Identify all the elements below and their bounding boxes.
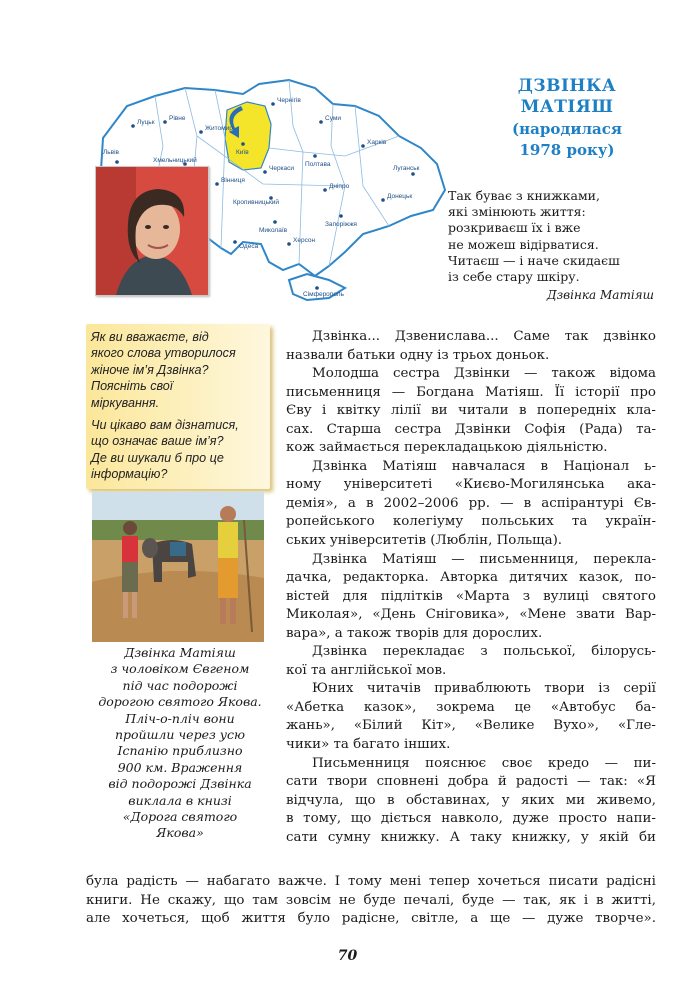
body-line: чики» та багато інших. — [286, 737, 451, 753]
body-line — [286, 606, 656, 625]
word: — — [185, 874, 199, 889]
word: Її — [554, 384, 565, 400]
word: яких — [520, 792, 555, 808]
word: історії — [575, 384, 620, 400]
word: буде — [462, 892, 495, 908]
word: Націонал — [563, 458, 630, 474]
word: перекладає — [382, 644, 465, 660]
word: твори — [544, 681, 585, 697]
photo-caption — [88, 645, 272, 842]
word: діється — [380, 811, 432, 827]
word: «Марта — [455, 588, 510, 604]
word: живемо, — [596, 792, 656, 808]
word: Дзвінка — [312, 644, 368, 660]
map-city-label: Черкаси — [269, 165, 295, 172]
word: приваблюють — [434, 681, 531, 697]
word: читали — [457, 403, 509, 419]
word: і — [583, 892, 589, 908]
word: з — [480, 644, 488, 660]
word: та — [571, 514, 588, 530]
map-city-label: Чернігів — [277, 97, 301, 104]
word: дуже — [512, 811, 549, 827]
word: таку — [470, 829, 502, 845]
word: Дзвінка... — [312, 329, 381, 344]
word: квітку — [336, 403, 381, 419]
body-line — [286, 717, 656, 736]
word: — — [524, 366, 538, 382]
travel-photo — [92, 492, 264, 642]
word: «Білий — [353, 718, 403, 734]
caption-line: Пліч-о-пліч вони — [125, 710, 235, 726]
body-line: вара», а також творів для дорослих. — [286, 625, 543, 641]
question-line: Чи цікаво вам дізнатися, — [91, 418, 239, 433]
word: «Я — [636, 774, 656, 790]
word: так: — [599, 774, 628, 790]
word: про — [630, 384, 656, 400]
map-city-label: Сімферополь — [303, 291, 344, 298]
word: — — [577, 774, 591, 790]
map-city-label: Рівне — [169, 115, 186, 122]
word: перекла- — [593, 551, 656, 567]
word: «Велике — [474, 718, 535, 734]
body-line — [286, 643, 656, 662]
word: звати — [575, 607, 616, 623]
word: серії — [623, 681, 656, 697]
word: там — [252, 892, 279, 908]
word: своє — [501, 755, 533, 771]
word: і — [322, 403, 327, 419]
word: сати — [286, 774, 318, 790]
word: підлітків — [380, 588, 443, 604]
body-line — [286, 773, 656, 792]
portrait-photo — [95, 166, 209, 296]
body-line — [86, 910, 656, 929]
body-line — [286, 792, 656, 811]
word: ь- — [644, 458, 656, 474]
word: сати — [286, 829, 318, 845]
word: пояснює — [425, 755, 487, 771]
word: скажу, — [167, 892, 217, 908]
word: би — [639, 829, 656, 845]
word: що — [355, 792, 376, 808]
map-city-label: Хмельницький — [153, 157, 197, 164]
map-city-label: Донецьк — [387, 193, 413, 200]
word: хочеться — [477, 874, 541, 889]
body-line — [286, 458, 656, 477]
word: та- — [636, 421, 656, 437]
body-line — [286, 829, 656, 848]
word: радісне, — [341, 911, 400, 927]
body-line — [286, 680, 656, 699]
word: так, — [523, 892, 552, 908]
biography-text — [286, 328, 656, 847]
word: 2002–2006 — [383, 495, 459, 511]
word: Дзвінка — [312, 458, 368, 474]
question-line: жіноче ім’я Дзвінка? — [91, 362, 209, 377]
caption-line: виклала в книзі — [128, 792, 232, 808]
map-city-label: Вінниця — [221, 177, 245, 184]
word: це — [514, 699, 532, 715]
word: ба- — [635, 699, 656, 715]
word: жань», — [286, 718, 335, 734]
word: тому — [347, 874, 382, 889]
body-line — [86, 892, 656, 911]
caption-line: 900 км. Враження — [117, 759, 243, 775]
word: відома — [609, 366, 656, 382]
word: Молодша — [312, 366, 380, 382]
biography-text-bottom — [86, 873, 656, 929]
word: твори — [326, 774, 368, 790]
word: вістей — [286, 588, 330, 604]
question-box — [86, 324, 270, 489]
word: А — [449, 829, 460, 845]
caption-line: «Дорога святого — [122, 809, 238, 825]
word: — — [604, 755, 619, 771]
map-city-label: Херсон — [293, 237, 316, 244]
word: університеті — [343, 477, 433, 493]
word: також — [551, 366, 596, 382]
word: лілії — [390, 403, 421, 419]
word: як — [559, 892, 576, 908]
word: у — [580, 829, 589, 845]
word: Дзвінка — [312, 551, 368, 567]
word: в — [386, 792, 395, 808]
author-born-line2: 1978 року) — [519, 141, 615, 159]
word: в — [518, 403, 527, 419]
word: дзвінко — [603, 329, 656, 344]
word: Дзвенислава... — [394, 329, 499, 344]
word: сах. — [286, 421, 314, 437]
word: «Абетка — [286, 699, 345, 715]
word: дитячих — [509, 570, 568, 586]
word: читачів — [366, 681, 421, 697]
caption-line: від подорожі Дзвінка — [108, 776, 252, 792]
map-city-label: Харків — [367, 139, 387, 146]
word: творче». — [595, 911, 656, 927]
body-line: ських університетів (Люблін, Польща). — [286, 533, 563, 549]
word: в — [523, 495, 532, 511]
word: ви — [431, 403, 448, 419]
word: Миколая», — [286, 607, 363, 623]
word: (Рада) — [579, 421, 623, 437]
word: хочеться, — [122, 911, 190, 927]
word: житті, — [611, 892, 656, 908]
word: а — [347, 495, 356, 511]
word: в — [286, 811, 294, 827]
word: — — [391, 384, 406, 400]
word: польської, — [503, 644, 576, 660]
word: польських — [481, 514, 554, 530]
word: Софія — [524, 421, 566, 437]
map-city-label: Запоріжжя — [325, 221, 357, 228]
map-city-label: Львів — [103, 149, 120, 156]
word: в — [365, 495, 374, 511]
body-line — [286, 421, 656, 440]
map-city-label: Миколаїв — [259, 227, 288, 234]
map-city-label: Луцьк — [137, 119, 155, 126]
question-1 — [91, 329, 264, 411]
word: книги. — [86, 892, 133, 908]
map-city-label: Дніпро — [329, 183, 350, 190]
word: просто — [558, 811, 608, 827]
word: демія», — [286, 495, 338, 511]
word: колегіуму — [392, 514, 464, 530]
word: «Гле- — [617, 718, 656, 734]
word: тому, — [303, 811, 342, 827]
word: в — [595, 892, 604, 908]
body-line — [286, 402, 656, 421]
word: буде — [363, 892, 396, 908]
author-born-line1: (народилася — [512, 120, 622, 138]
body-line — [86, 873, 656, 892]
word: навчалася — [451, 458, 526, 474]
word: — — [502, 892, 516, 908]
body-line — [286, 810, 656, 829]
body-line — [286, 513, 656, 532]
word: так — [564, 329, 589, 344]
epigraph-line: розкриваєш їх і вже — [448, 220, 581, 236]
word: сестра — [394, 421, 442, 437]
word: тепер — [429, 874, 470, 889]
body-line — [286, 495, 656, 514]
question-line: що означає ваше ім’я? — [91, 434, 224, 449]
word: але — [86, 911, 111, 927]
word: із — [598, 681, 610, 697]
word: по- — [634, 570, 656, 586]
word: Матіяш — [382, 458, 437, 474]
word: рр. — [468, 495, 490, 511]
word: писати — [548, 874, 599, 889]
body-line: кож займається перекладацькою діяльністю. — [286, 440, 608, 456]
word: Матіяш — [382, 551, 437, 567]
word: щоб — [201, 911, 230, 927]
word: — — [451, 551, 465, 567]
caption-line: з чоловіком Євгеном — [110, 661, 250, 677]
word: була — [86, 874, 119, 889]
map-city-label: Луганськ — [393, 165, 420, 172]
question-2 — [91, 417, 264, 483]
word: письменниця — [286, 384, 381, 400]
epigraph-line: Читаєш — і наче скидаєш — [448, 252, 620, 268]
word: вулиці — [543, 588, 589, 604]
word: україн- — [605, 514, 656, 530]
word: сумну — [327, 829, 371, 845]
word: попередніх — [536, 403, 617, 419]
caption-line: пройшли через усю — [114, 727, 246, 743]
word: у — [501, 792, 510, 808]
page-number: 70 — [337, 948, 358, 964]
word: «Мене — [519, 607, 566, 623]
body-line — [286, 384, 656, 403]
epigraph-line: не можеш відірватися. — [448, 236, 599, 252]
word: «День — [372, 607, 416, 623]
word: а — [470, 911, 479, 927]
word: редакторка. — [342, 570, 429, 586]
caption-line: Дзвінка Матіяш — [124, 645, 236, 660]
word: не — [338, 892, 356, 908]
word: Матіяш. — [485, 384, 544, 400]
word: І — [334, 874, 341, 889]
word: ще — [489, 911, 511, 927]
author-name-line2: МАТІЯШ — [520, 97, 614, 117]
travel-illustration — [92, 492, 264, 642]
word: сестра — [392, 366, 440, 382]
portrait-illustration — [96, 167, 208, 295]
word: важче. — [278, 874, 327, 889]
word: Вар- — [625, 607, 656, 623]
body-line — [286, 551, 656, 570]
word: Юних — [312, 681, 354, 697]
word: з — [522, 588, 531, 604]
word: ропейського — [286, 514, 375, 530]
body-line — [286, 699, 656, 718]
caption-line: Іспанію приблизно — [117, 743, 243, 759]
word: Вухо», — [553, 718, 600, 734]
body-line — [286, 755, 656, 774]
word: було — [297, 911, 331, 927]
word: казок», — [363, 699, 417, 715]
body-line — [286, 588, 656, 607]
map-city-label: Київ — [236, 149, 249, 156]
word: кла- — [626, 403, 656, 419]
word: набагато — [206, 874, 271, 889]
word: ному — [286, 477, 322, 493]
word: «Автобус — [550, 699, 616, 715]
question-line: Як ви вважаєте, від — [91, 330, 209, 344]
body-line — [286, 476, 656, 495]
word: якій — [598, 829, 629, 845]
word: добра — [447, 774, 489, 790]
word: Авторка — [439, 570, 499, 586]
map-city-label: Суми — [325, 115, 341, 122]
word: сповнені — [376, 774, 439, 790]
epigraph-line: Так буває з книжками, — [448, 188, 600, 203]
word: радість — [126, 874, 178, 889]
word: зовсім — [285, 892, 331, 908]
word: письменниця, — [479, 551, 579, 567]
author-name-line1: ДЗВІНКА — [517, 76, 617, 96]
map-city-label: Полтава — [305, 161, 331, 168]
word: світле, — [411, 911, 459, 927]
word: життя — [241, 911, 286, 927]
question-line: Поясніть свої — [91, 379, 173, 394]
caption-line: Якова» — [156, 825, 204, 841]
word: — — [522, 911, 536, 927]
word: Сніговика», — [425, 607, 510, 623]
word: в — [540, 458, 549, 474]
word: святого — [601, 588, 656, 604]
epigraph — [448, 188, 666, 303]
caption-line: під час подорожі — [122, 677, 238, 693]
map-city-label: Житомир — [205, 125, 233, 132]
word: навколо, — [441, 811, 503, 827]
kyiv-region-highlight — [225, 102, 271, 170]
word: що — [350, 811, 372, 827]
word: ака- — [627, 477, 656, 493]
word: дуже — [547, 911, 584, 927]
body-line — [286, 328, 656, 347]
word: Письменниця — [312, 755, 410, 771]
word: радісні — [606, 874, 656, 889]
word: — — [500, 495, 514, 511]
word: Старша — [326, 421, 382, 437]
map-city-label: Одеса — [239, 243, 259, 250]
word: печалі, — [403, 892, 455, 908]
word: мені — [389, 874, 422, 889]
word: Кіт», — [421, 718, 456, 734]
body-line: назвали батьки одну із трьох доньок. — [286, 347, 550, 363]
word: Єву — [286, 403, 312, 419]
word: й — [497, 774, 507, 790]
word: книжку, — [511, 829, 571, 845]
word: пи- — [633, 755, 656, 771]
word: Дзвінки — [454, 421, 511, 437]
epigraph-line: які змінюють життя: — [448, 204, 586, 220]
word: кредо — [547, 755, 590, 771]
word: ми — [565, 792, 586, 808]
map-city-label: Кропивницький — [233, 199, 280, 206]
word: напи- — [616, 811, 656, 827]
word: «Києво-Могилянська — [454, 477, 605, 493]
word: Саме — [513, 329, 550, 344]
epigraph-author: Дзвінка Матіяш — [546, 288, 654, 303]
body-line: кої та англійської мов. — [286, 662, 447, 678]
word: Не — [140, 892, 160, 908]
word: книжку. — [380, 829, 440, 845]
word: дачка, — [286, 570, 332, 586]
word: Дзвінки — [453, 366, 511, 382]
word: Богдана — [416, 384, 475, 400]
word: що — [223, 892, 245, 908]
question-line: міркування. — [91, 395, 160, 410]
word: казок, — [578, 570, 624, 586]
body-line — [286, 569, 656, 588]
question-line: якого слова утворилося — [91, 346, 236, 361]
body-line — [286, 365, 656, 384]
word: білорусь- — [591, 644, 656, 660]
word: Єв- — [633, 495, 656, 511]
author-title-block — [478, 76, 656, 160]
question-line: Де ви шукали б про це — [91, 450, 224, 465]
epigraph-line: із себе стару шкіру. — [448, 269, 580, 285]
word: обставинах, — [405, 792, 491, 808]
word: аспірантурі — [541, 495, 624, 511]
word: для — [342, 588, 368, 604]
word: відчула, — [286, 792, 344, 808]
question-line: інформацію? — [91, 467, 168, 482]
word: радості — [515, 774, 568, 790]
word: зокрема — [436, 699, 495, 715]
caption-line: дорогою святого Якова. — [98, 694, 262, 710]
